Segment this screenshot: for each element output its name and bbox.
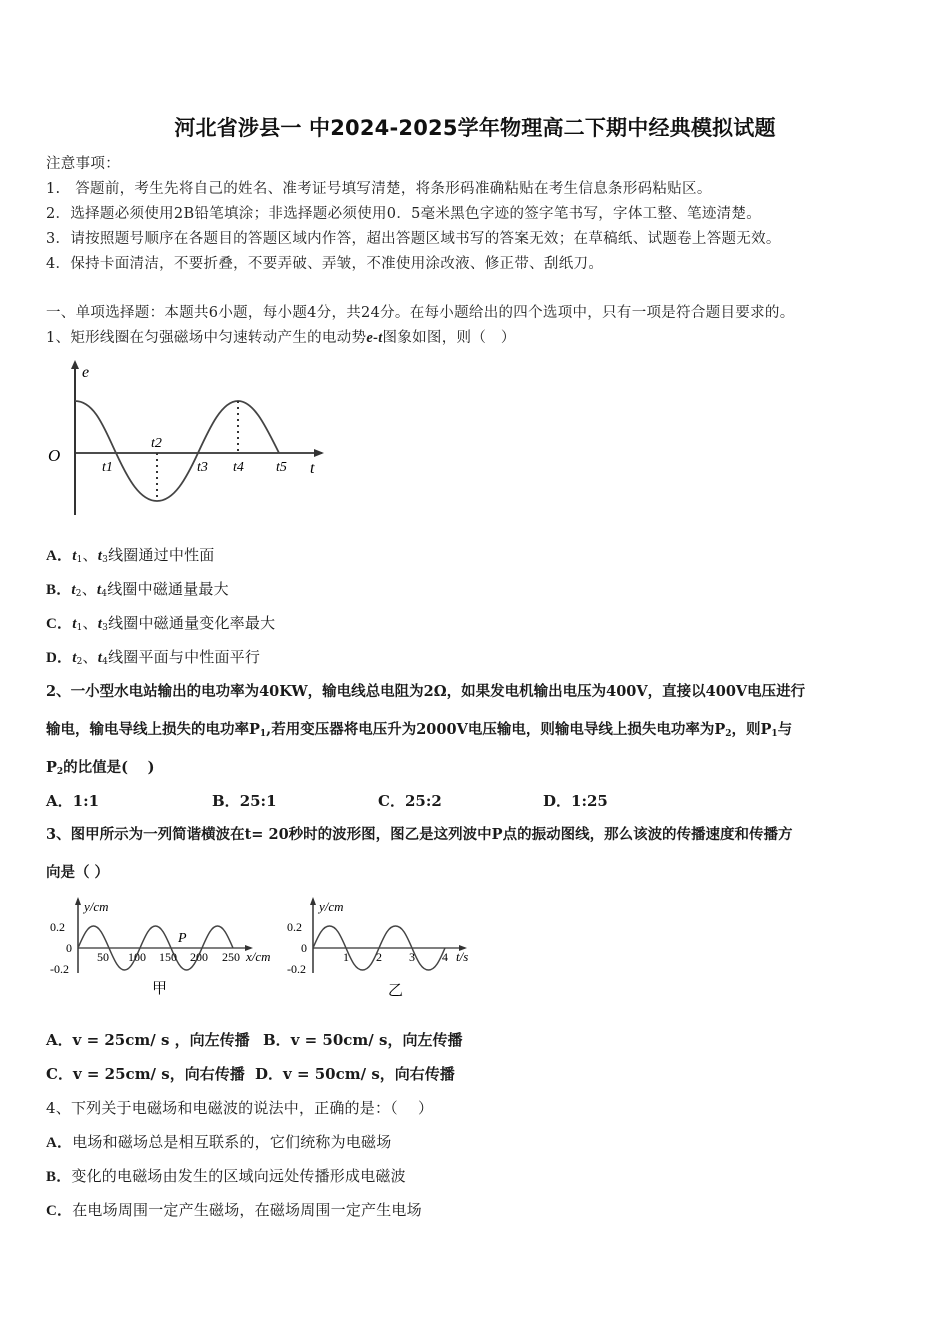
y-tick: -0.2 (287, 962, 306, 976)
option-b[interactable]: B．25:1 (212, 792, 277, 810)
option-a[interactable]: A．v = 25cm/ s ，向左传播 (46, 1031, 250, 1049)
section-heading: 一、单项选择题：本题共6小题，每小题4分，共24分。在每小题给出的四个选项中，只有一项是符合题目要求的。 (46, 305, 795, 321)
tick-t5: t5 (276, 460, 287, 475)
notice-item: 2．选择题必须使用2B铅笔填涂；非选择题必须使用0．5毫米黑色字迹的签字笔书写，字体工整、笔迹清楚。 (46, 206, 762, 222)
x-tick: 3 (409, 950, 415, 964)
origin-label: O (48, 446, 61, 465)
x-axis-label: t (310, 460, 315, 477)
y-axis-label: e (82, 364, 90, 381)
y-tick: 0 (66, 941, 72, 955)
y-axis-label: y/cm (319, 899, 344, 914)
option-c[interactable]: C．v = 25cm/ s，向右传播 (46, 1065, 245, 1083)
option-c[interactable]: C．25:2 (378, 792, 442, 810)
tick-t3: t3 (197, 460, 208, 475)
x-tick: 250 (222, 950, 240, 964)
notice-item: 3．请按照题号顺序在各题目的答题区域内作答，超出答题区域书写的答案无效；在草稿纸、试题卷上答题无效。 (46, 231, 781, 247)
y-tick: 0.2 (287, 920, 302, 934)
vibration-graph-yi (280, 893, 480, 1003)
point-p-label: P (178, 931, 187, 946)
option-d[interactable]: D．1:25 (543, 792, 608, 810)
x-axis-label: t/s (456, 949, 469, 964)
stem-text: 图象如图，则（ ） (382, 330, 516, 346)
option-a[interactable]: A．1:1 (46, 792, 100, 810)
y-tick: -0.2 (50, 962, 69, 976)
x-axis-label: x/cm (246, 949, 271, 964)
tick-t2: t2 (151, 436, 162, 451)
question-3-line-1: 3、图甲所示为一列简谐横波在t= 20秒时的波形图，图乙是这列波中P点的振动图线，那么该波的传播速度和传播方 (46, 826, 793, 843)
notice-item: 1. 答题前，考生先将自己的姓名、准考证号填写清楚，将条形码准确粘贴在考生信息条形码粘贴区。 (46, 181, 712, 197)
figure-caption: 甲 (152, 981, 168, 997)
x-tick: 100 (128, 950, 146, 964)
e-t-graph (40, 355, 340, 520)
y-axis-label: y/cm (84, 899, 109, 914)
option-a[interactable]: A．$t_1$、$t_3$线圈通过中性面 (46, 546, 215, 565)
notice-item: 4．保持卡面清洁，不要折叠，不要弄破、弄皱，不准使用涂改液、修正带、刮纸刀。 (46, 256, 604, 272)
option-b[interactable]: B．$t_2$、$t_4$线圈中磁通量最大 (46, 580, 229, 599)
y-tick: 0 (301, 941, 307, 955)
question-1-stem (46, 326, 516, 347)
tick-t4: t4 (233, 460, 244, 475)
tick-t1: t1 (102, 460, 113, 475)
option-d[interactable]: D．$t_2$、$t_4$线圈平面与中性面平行 (46, 648, 261, 667)
question-3-line-2: 向是（ ） (46, 864, 110, 881)
notice-heading: 注意事项： (46, 156, 120, 172)
x-tick: 50 (97, 950, 109, 964)
option-d[interactable]: D．v = 50cm/ s，向右传播 (255, 1065, 455, 1083)
x-tick: 4 (442, 950, 448, 964)
question-2-line-2: 输电，输电导线上损失的电功率$P_1$,若用变压器将电压升为2000V电压输电，则输电导线上损失电功率为$P_2$，则$P_1$与 (46, 721, 793, 739)
page-title: 河北省涉县一 中2024-2025学年物理高二下期中经典模拟试题 (174, 116, 776, 140)
option-c[interactable]: C．$t_1$、$t_3$线圈中磁通量变化率最大 (46, 614, 276, 633)
x-tick: 200 (190, 950, 208, 964)
stem-text: 1、矩形线圈在匀强磁场中匀速转动产生的电动势 (46, 330, 367, 346)
option-b[interactable]: B．变化的电磁场由发生的区域向远处传播形成电磁波 (46, 1167, 406, 1185)
question-2-line-3: $P_2$的比值是( ) (46, 759, 155, 777)
x-tick: 150 (159, 950, 177, 964)
question-2-line-1: 2、一小型水电站输出的电功率为40KW，输电线总电阻为2Ω，如果发电机输出电压为400V，直接以400V电压进行 (46, 683, 806, 700)
option-a[interactable]: A．电场和磁场总是相互联系的，它们统称为电磁场 (46, 1133, 392, 1151)
option-c[interactable]: C．在电场周围一定产生磁场，在磁场周围一定产生电场 (46, 1201, 422, 1219)
y-tick: 0.2 (50, 920, 65, 934)
stem-variable: e-t (366, 330, 383, 346)
figure-caption: 乙 (388, 983, 404, 999)
x-tick: 2 (376, 950, 382, 964)
option-b[interactable]: B．v = 50cm/ s，向左传播 (263, 1031, 463, 1049)
x-tick: 1 (343, 950, 349, 964)
question-4-stem: 4、下列关于电磁场和电磁波的说法中，正确的是：（ ） (46, 1099, 434, 1117)
wave-graph-jia (46, 893, 278, 1003)
